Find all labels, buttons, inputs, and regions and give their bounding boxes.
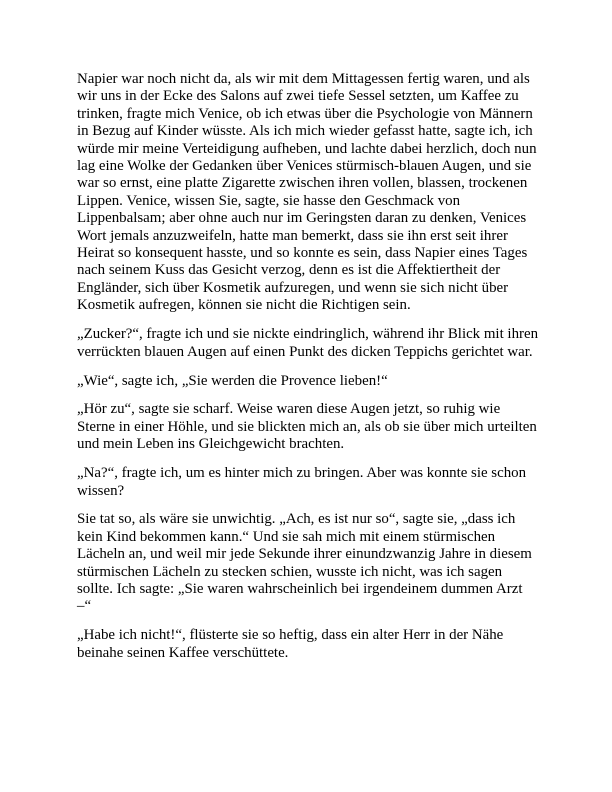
paragraph-4: „Hör zu“, sagte sie scharf. Weise waren diese Augen jetzt, so ruhig wie Sterne in einer Höhle, und sie blickten mich an, als ob sie über mich urteilten und mein Leben ins Gleichgewicht brachten. [77, 401, 537, 453]
document-body [77, 71, 539, 674]
paragraph-2: „Zucker?“, fragte ich und sie nickte eindringlich, während ihr Blick mit ihren verrückten blauen Augen auf einen Punkt des dicken Teppichs gerichtet war. [77, 326, 539, 360]
paragraph-1: Napier war noch nicht da, als wir mit dem Mittagessen fertig waren, und als wir uns in der Ecke des Salons auf zwei tiefe Sessel setzten, um Kaffee zu trinken, fragte mich Venice, ob ich etwas über die Psychologie von Männern in Bezug auf Kinder wüsste. Als ich mich wieder gefasst hatte, sagte ich, ich würde mir meine Verteidigung aufheben, und lachte dabei herzlich, doch nun lag eine Wolke der Gedanken über Venices stürmisch-blauen Augen, und sie war so ernst, eine platte Zigarette zwischen ihren vollen, blassen, trockenen Lippen. Venice, wissen Sie, sagte, sie hasse den Geschmack von Lippenbalsam; aber ohne auch nur im Geringsten daran zu denken, Venices Wort jemals anzuzweifeln, hatte man bemerkt, dass sie ihn erst seit ihrer Heirat so konsequent hasste, und so konnte es sein, dass Napier eines Tages nach seinem Kuss das Gesicht verzog, denn es ist die Affektiertheit der Engländer, sich über Kosmetik aufzuregen, und wenn sie sich nicht über Kosmetik aufregen, können sie nicht die Richtigen sein. [77, 71, 537, 314]
paragraph-5: „Na?“, fragte ich, um es hinter mich zu bringen. Aber was konnte sie schon wissen? [77, 465, 527, 499]
paragraph-6: Sie tat so, als wäre sie unwichtig. „Ach, es ist nur so“, sagte sie, „dass ich kein Kind bekommen kann.“ Und sie sah mich mit einem stürmischen Lächeln an, und weil mir jede Sekunde ihrer einundzwanzig Jahre in diesem stürmischen Lächeln zu stecken schien, wusste ich nicht, was ich sagen sollte. Ich sagte: „Sie waren wahrscheinlich bei irgendeinem dummen Arzt –“ [77, 511, 532, 615]
paragraph-3: „Wie“, sagte ich, „Sie werden die Provence lieben!“ [77, 372, 388, 389]
paragraph-7: „Habe ich nicht!“, flüsterte sie so heftig, dass ein alter Herr in der Nähe beinahe seinen Kaffee verschüttete. [77, 627, 504, 661]
